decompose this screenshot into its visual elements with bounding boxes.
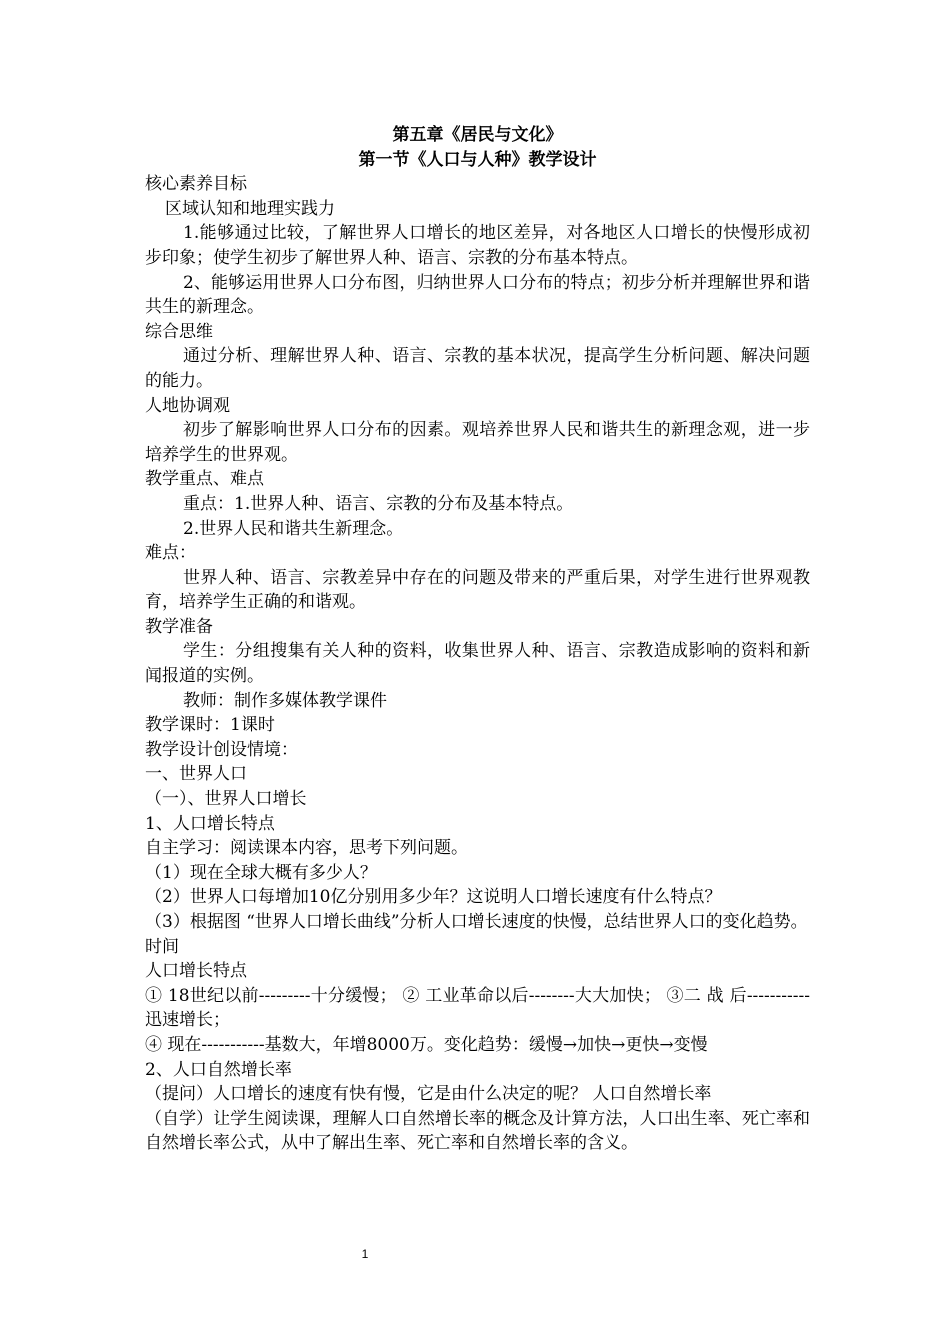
- harmony-text: 初步了解影响世界人口分布的因素。观培养世界人民和谐共生的新理念观，进一步培养学生的世界观。: [145, 420, 810, 465]
- goal-2: 2、能够运用世界人口分布图，归纳世界人口分布的特点；初步分析并理解世界和谐共生的新理念。: [145, 272, 810, 318]
- prep-teacher: 教师：制作多媒体教学课件: [183, 690, 387, 711]
- item-1-heading: 1、人口增长特点: [145, 813, 275, 834]
- part-1-heading: 一、世界人口: [145, 764, 247, 785]
- question-1: （1）现在全球大概有多少人？: [145, 862, 377, 883]
- harmony-heading: 人地协调观: [145, 395, 230, 416]
- synthesis-text: 通过分析、理解世界人种、语言、宗教的基本状况，提高学生分析问题、解决问题的能力。: [145, 346, 810, 391]
- design-heading: 教学设计创设情境：: [145, 739, 298, 760]
- chapter-title: 第五章《居民与文化》: [392, 125, 563, 145]
- prep-heading: 教学准备: [145, 616, 213, 637]
- part-1-subheading: （一）、世界人口增长: [145, 789, 307, 810]
- growth-feature-label: 人口增长特点: [145, 961, 247, 982]
- key-point-1: 重点：1.世界人种、语言、宗教的分布及基本特点。: [183, 493, 574, 514]
- question-3: （3）根据图 “世界人口增长曲线”分析人口增长速度的快慢，总结世界人口的变化趋势。: [145, 912, 808, 932]
- prep-student: 学生：分组搜集有关人种的资料，收集世界人种、语言、宗教造成影响的资料和新闻报道的实例。: [145, 641, 810, 687]
- question-2: （2）世界人口每增加10亿分别用多少年？这说明人口增长速度有什么特点？: [145, 887, 722, 908]
- self-learn-text: （自学）让学生阅读课，理解人口自然增长率的概念及计算方法，人口出生率、死亡率和自然增长率公式，从中了解出生率、死亡率和自然增长率的含义。: [145, 1108, 810, 1154]
- stage-line-2: ④ 现在-----------基数大，年增8000万。变化趋势：缓慢→加快→更快→变慢: [145, 1034, 708, 1055]
- key-point-2: 2.世界人民和谐共生新理念。: [183, 518, 404, 539]
- goal-1: 1.能够通过比较，了解世界人口增长的地区差异，对各地区人口增长的快慢形成初步印象；使学生初步了解世界人种、语言、宗教的分布基本特点。: [145, 223, 810, 268]
- regional-heading: 区域认知和地理实践力: [165, 198, 335, 219]
- difficulty-text: 世界人种、语言、宗教差异中存在的问题及带来的严重后果，对学生进行世界观教育，培养学生正确的和谐观。: [145, 567, 810, 613]
- class-hours: 教学课时：1课时: [145, 715, 275, 736]
- stage-line-1: ① 18世纪以前---------十分缓慢； ② 工业革命以后--------大大加快； ③二 战 后-----------迅速增长；: [145, 985, 810, 1031]
- difficulty-heading: 难点：: [145, 543, 196, 564]
- page-number: 1: [361, 1247, 369, 1261]
- item-2-heading: 2、人口自然增长率: [145, 1059, 292, 1080]
- time-label: 时间: [145, 936, 179, 957]
- core-goal-heading: 核心素养目标: [145, 174, 247, 195]
- question-prompt: （提问）人口增长的速度有快有慢，它是由什么决定的呢？ 人口自然增长率: [145, 1084, 712, 1105]
- synthesis-heading: 综合思维: [145, 321, 213, 342]
- document-page: [145, 123, 810, 1156]
- key-points-heading: 教学重点、难点: [145, 469, 264, 490]
- section-title: 第一节《人口与人种》教学设计: [358, 149, 597, 170]
- self-study-prompt: 自主学习：阅读课本内容，思考下列问题。: [145, 838, 468, 859]
